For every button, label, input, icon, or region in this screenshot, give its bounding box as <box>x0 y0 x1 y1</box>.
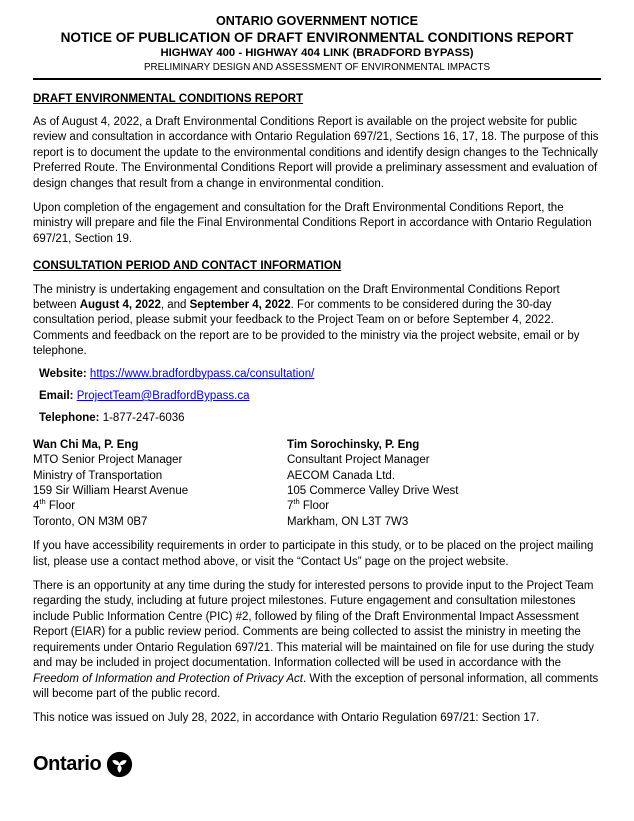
contact-address-mto: 159 Sir William Hearst Avenue <box>33 485 189 498</box>
contact-org-mto: Ministry of Transportation <box>33 469 163 482</box>
contact-floor-aecom <box>287 499 601 514</box>
contact-city-aecom: Markham, ON L3T 7W3 <box>287 515 409 528</box>
privacy-act-name: Freedom of Information and Protection of Privacy Act <box>33 672 303 685</box>
contact-floor-word-aecom: Floor <box>299 500 330 513</box>
contact-floor-word-mto: Floor <box>45 500 76 513</box>
consultation-intro-text-2: , and <box>160 298 190 311</box>
contact-address-aecom: 105 Commerce Valley Drive West <box>287 485 459 498</box>
consultation-start-date: August 4, 2022 <box>79 298 161 311</box>
email-label: Email: <box>39 390 74 402</box>
contact-floor-mto <box>33 499 287 514</box>
contact-website-row <box>39 367 601 382</box>
opportunity-text-2: . With the exception of personal information, all comments will become part of the public record. <box>33 672 599 700</box>
contact-card-aecom <box>287 438 601 530</box>
paragraph-final-report: Upon completion of the engagement and consultation for the Draft Environmental Conditions Report, the ministry will prepare and file the Final Environmental Conditions Report in accordance with Ontario Regulation 697/21, Section 19. <box>33 201 592 245</box>
website-label: Website: <box>39 367 87 380</box>
contact-floor-number-aecom: 7 <box>287 500 294 513</box>
contact-email-row <box>39 389 601 404</box>
header-line-notice-title: NOTICE OF PUBLICATION OF DRAFT ENVIRONMENTAL CONDITIONS REPORT <box>60 30 574 45</box>
contact-columns <box>33 438 601 530</box>
section-heading-consultation: CONSULTATION PERIOD AND CONTACT INFORMATION <box>33 259 342 273</box>
consultation-end-date: September 4, 2022 <box>189 298 291 311</box>
paragraph-accessibility: If you have accessibility requirements in order to participate in this study, or to be placed on the project mailing list, please use a contact method above, or visit the “Contact Us” page on the project website. <box>33 540 594 568</box>
section-heading-draft-report: DRAFT ENVIRONMENTAL CONDITIONS REPORT <box>33 91 304 105</box>
ontario-trillium-icon <box>106 751 133 778</box>
paragraph-opportunity <box>33 579 601 702</box>
paragraph-report-availability: As of August 4, 2022, a Draft Environmental Conditions Report is available on the project website for public review and consultation in accordance with Ontario Regulation 697/21, Sections 16, 17, 18. The purpose of this report is to document the update to the environmental conditions and identify design changes to the Technically Preferred Route. The Environmental Conditions Report will provide a preliminary assessment and evaluation of design changes that result from a change in environmental condition. <box>33 115 599 190</box>
telephone-label: Telephone: <box>39 412 100 425</box>
consultation-intro-text-1: The ministry is undertaking engagement and consultation on the Draft Environmental Conditions Report between <box>33 283 560 311</box>
contact-title-aecom: Consultant Project Manager <box>287 454 430 467</box>
header-line-highway-link: HIGHWAY 400 - HIGHWAY 404 LINK (BRADFORD BYPASS) <box>160 47 474 59</box>
email-link[interactable]: ProjectTeam@BradfordBypass.ca <box>76 390 250 402</box>
contact-telephone-row <box>39 411 601 426</box>
contact-city-mto: Toronto, ON M3M 0B7 <box>33 515 148 528</box>
paragraph-notice-issued: This notice was issued on July 28, 2022, in accordance with Ontario Regulation 697/21: Section 17. <box>33 712 540 725</box>
consultation-intro-text-3: . For comments to be considered during the 30-day consultation period, please submit your feedback to the Project Team on or before September 4, 2022. Comments and feedback on the report are to be provided to the ministry via the project website, email or by telephone. <box>33 298 580 358</box>
contact-card-mto <box>33 438 287 530</box>
contact-floor-number-mto: 4 <box>33 500 40 513</box>
contact-name-aecom: Tim Sorochinsky, P. Eng <box>287 438 420 451</box>
contact-title-mto: MTO Senior Project Manager <box>33 454 183 467</box>
opportunity-text-1: There is an opportunity at any time during the study for interested persons to provide input to the Project Team regarding the study, including at future project milestones. Future engagement and consultation milestones include Public Information Centre (PIC) #2, followed by filing of the Draft Environmental Impact Assessment Report (EIAR) for a public review period. Comments are being collected to assist the ministry in meeting the requirements under Ontario Regulation 697/21. This material will be maintained on file for use during the study and may be included in project documentation. Information collected will be used in accordance with the <box>33 580 595 670</box>
telephone-number: 1-877-247-6036 <box>102 412 185 425</box>
header-line-government-notice: ONTARIO GOVERNMENT NOTICE <box>216 14 418 28</box>
contact-floor-ordinal-aecom: th <box>293 497 300 507</box>
notice-header <box>33 13 601 80</box>
paragraph-consultation-period <box>33 283 601 360</box>
website-link[interactable]: https://www.bradfordbypass.ca/consultation/ <box>89 367 315 380</box>
ontario-logo <box>33 751 601 778</box>
header-line-preliminary-design: PRELIMINARY DESIGN AND ASSESSMENT OF ENVIRONMENTAL IMPACTS <box>143 61 491 73</box>
header-divider <box>33 78 601 80</box>
ontario-logo-text: Ontario <box>33 752 102 775</box>
contact-name-mto: Wan Chi Ma, P. Eng <box>33 438 139 451</box>
contact-org-aecom: AECOM Canada Ltd. <box>287 469 396 482</box>
contact-floor-ordinal-mto: th <box>39 497 46 507</box>
